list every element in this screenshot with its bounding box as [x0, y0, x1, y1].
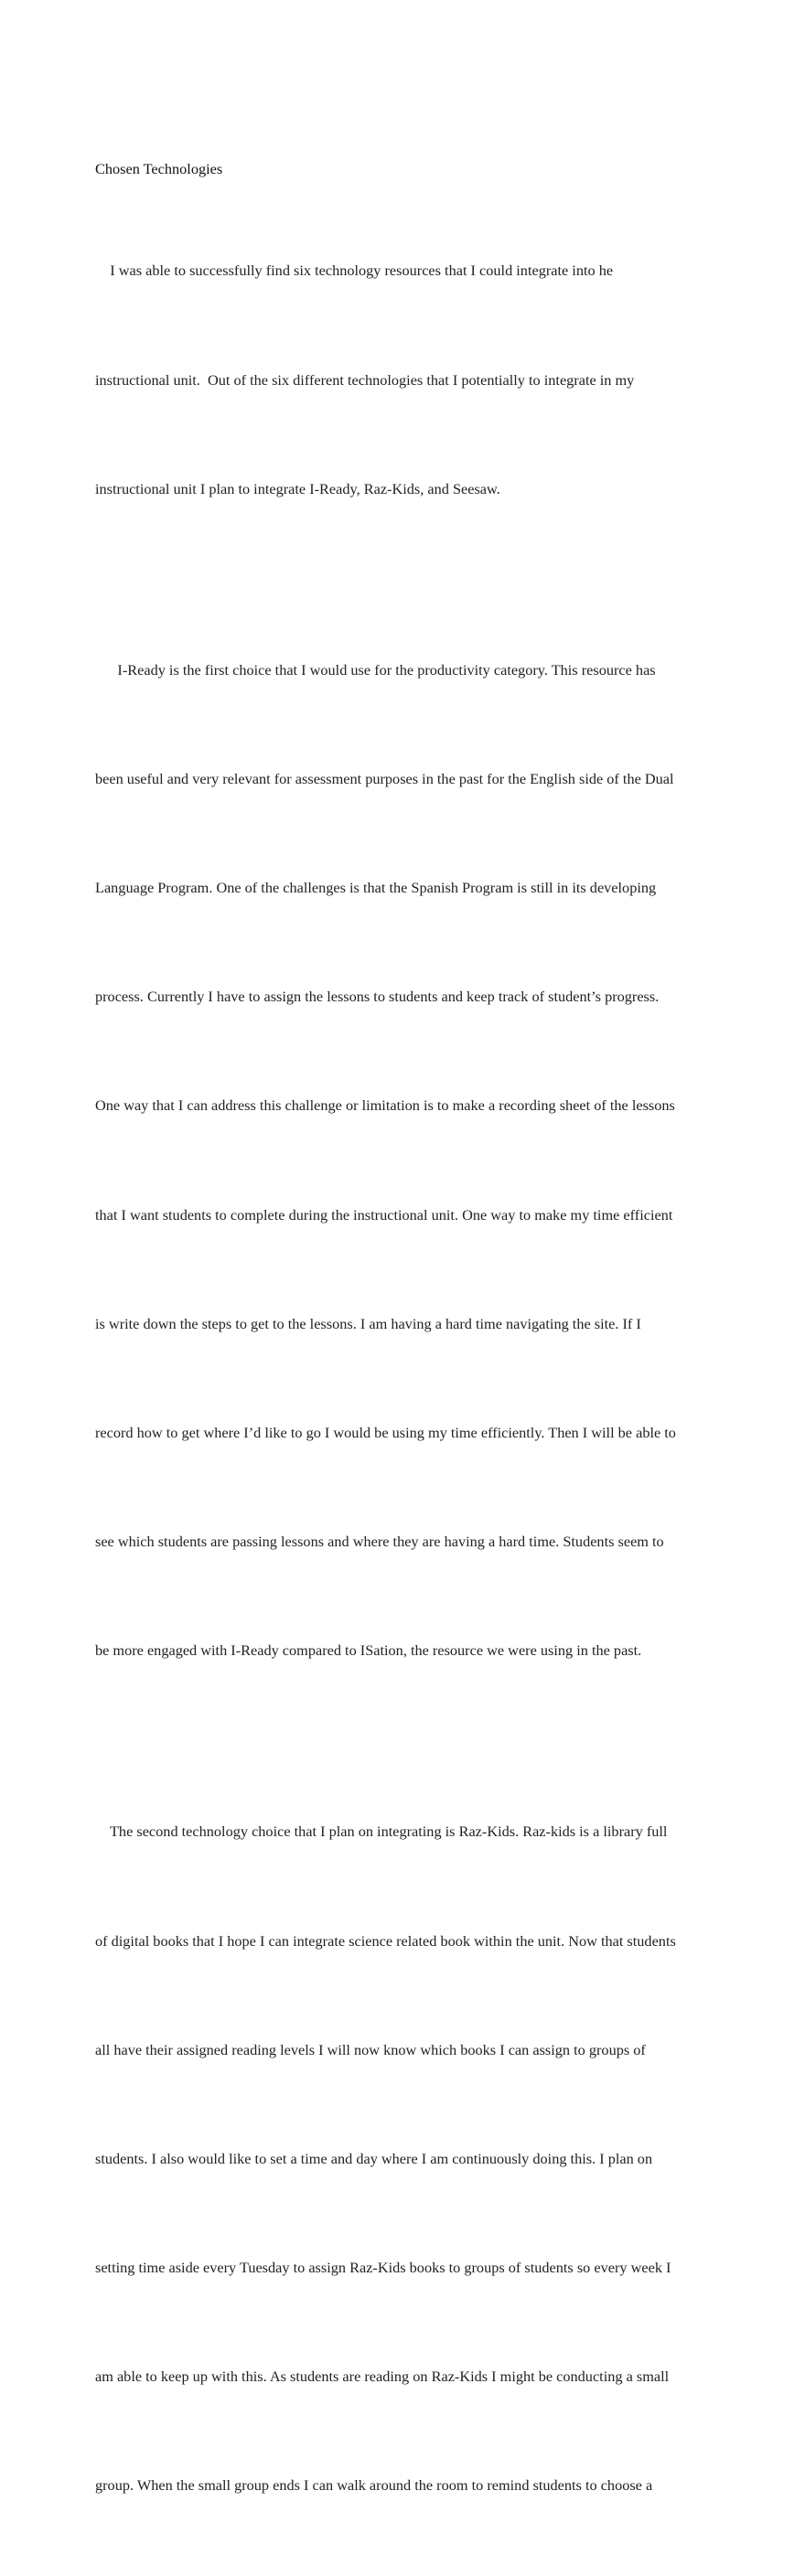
- text-line: instructional unit. Out of the six different technologies that I potentially to integrate in my: [95, 370, 635, 389]
- document-body: [95, 157, 726, 2576]
- text-line: be more engaged with I-Ready compared to ISation, the resource we were using in the past.: [95, 1641, 642, 1659]
- text-line: Language Program. One of the challenges is that the Spanish Program is still in its developing: [95, 879, 657, 897]
- paragraph-razkids: [95, 1741, 726, 2576]
- text-line: that I want students to complete during the instructional unit. One way to make my time efficient: [95, 1205, 673, 1224]
- text-line: I-Ready is the first choice that I would use for the productivity category. This resource has: [95, 661, 656, 679]
- text-line: I was able to successfully find six technology resources that I could integrate into he: [95, 262, 614, 280]
- paragraph-intro: [95, 180, 726, 580]
- text-line: group. When the small group ends I can walk around the room to remind students to choose a: [95, 2476, 653, 2494]
- text-line: One way that I can address this challenge or limitation is to make a recording sheet of the lessons: [95, 1096, 675, 1115]
- text-line: been useful and very relevant for assessment purposes in the past for the English side of the Dual: [95, 770, 674, 788]
- section-heading: Chosen Technologies: [95, 160, 223, 177]
- paragraph-iready: [95, 580, 726, 1741]
- text-line: am able to keep up with this. As students are reading on Raz-Kids I might be conducting a small: [95, 2367, 670, 2385]
- text-line: see which students are passing lessons and where they are having a hard time. Students seem to: [95, 1532, 664, 1550]
- text-line: of digital books that I hope I can integrate science related book within the unit. Now that students: [95, 1931, 676, 1950]
- text-line: students. I also would like to set a time and day where I am continuously doing this. I plan on: [95, 2149, 653, 2167]
- text-line: process. Currently I have to assign the lessons to students and keep track of student’s progress.: [95, 988, 660, 1006]
- text-line: is write down the steps to get to the lessons. I am having a hard time navigating the site. If I: [95, 1314, 641, 1332]
- text-line: setting time aside every Tuesday to assign Raz-Kids books to groups of students so every week I: [95, 2258, 671, 2276]
- text-line: instructional unit I plan to integrate I-Ready, Raz-Kids, and Seesaw.: [95, 479, 500, 497]
- text-line: record how to get where I’d like to go I would be using my time efficiently. Then I will be able to: [95, 1423, 676, 1441]
- text-line: The second technology choice that I plan on integrating is Raz-Kids. Raz-kids is a library full: [95, 1822, 668, 1841]
- text-line: all have their assigned reading levels I will now know which books I can assign to groups of: [95, 2040, 646, 2058]
